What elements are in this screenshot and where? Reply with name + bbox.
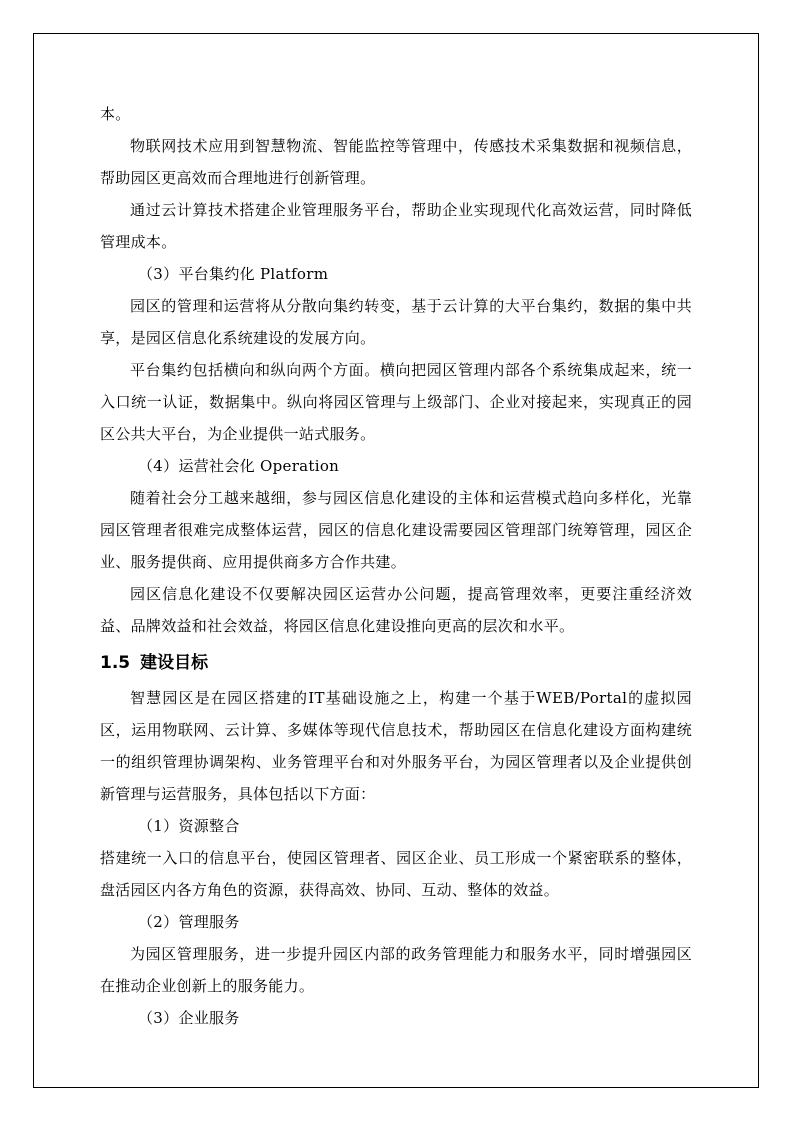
paragraph-iot-logistics: 物联网技术应用到智慧物流、智能监控等管理中，传感技术采集数据和视频信息，帮助园区更高效而合理地进行创新管理。 xyxy=(100,137,692,187)
section-number: 1.5 xyxy=(100,653,131,673)
section-title: 建设目标 xyxy=(140,653,209,673)
paragraph-platform-integration: 平台集约包括横向和纵向两个方面。横向把园区管理内部各个系统集成起来，统一入口统一认证，数据集中。纵向将园区管理与上级部门、企业对接起来，实现真正的园区公共大平台，为企业提供一站式服务。 xyxy=(100,361,692,443)
item-heading-operation: （4）运营社会化 Operation xyxy=(138,457,340,475)
paragraph-smart-park: 智慧园区是在园区搭建的IT基础设施之上，构建一个基于WEB/Portal的虚拟园区，运用物联网、云计算、多媒体等现代信息技术，帮助园区在信息化建设方面构建统一的组织管理协调架构、业务管理平台和对外服务平台，为园区管理者以及企业提供创新管理与运营服务，具体包括以下方面： xyxy=(100,689,692,803)
paragraph-management: 为园区管理服务，进一步提升园区内部的政务管理能力和服务水平，同时增强园区在推动企业创新上的服务能力。 xyxy=(100,945,692,995)
paragraph-park-management: 园区的管理和运营将从分散向集约转变，基于云计算的大平台集约，数据的集中共享，是园区信息化系统建设的发展方向。 xyxy=(100,297,692,347)
item-heading-platform: （3）平台集约化 Platform xyxy=(138,265,329,283)
item-heading-enterprise: （3）企业服务 xyxy=(138,1009,240,1027)
paragraph-continuation: 本。 xyxy=(100,105,131,123)
document-body xyxy=(100,98,692,1034)
item-heading-resource: （1）资源整合 xyxy=(138,817,240,835)
section-heading xyxy=(100,646,692,680)
paragraph-cloud-platform: 通过云计算技术搭建企业管理服务平台，帮助企业实现现代化高效运营，同时降低管理成本。 xyxy=(100,201,692,251)
paragraph-social-division: 随着社会分工越来越细，参与园区信息化建设的主体和运营模式趋向多样化，光靠园区管理者很难完成整体运营，园区的信息化建设需要园区管理部门统筹管理，园区企业、服务提供商、应用提供商多方合作共建。 xyxy=(100,489,692,571)
item-heading-management: （2）管理服务 xyxy=(138,913,240,931)
paragraph-resource: 搭建统一入口的信息平台，使园区管理者、园区企业、员工形成一个紧密联系的整体，盘活园区内各方角色的资源，获得高效、协同、互动、整体的效益。 xyxy=(100,849,692,899)
paragraph-benefits: 园区信息化建设不仅要解决园区运营办公问题，提高管理效率，更要注重经济效益、品牌效益和社会效益，将园区信息化建设推向更高的层次和水平。 xyxy=(100,585,692,635)
